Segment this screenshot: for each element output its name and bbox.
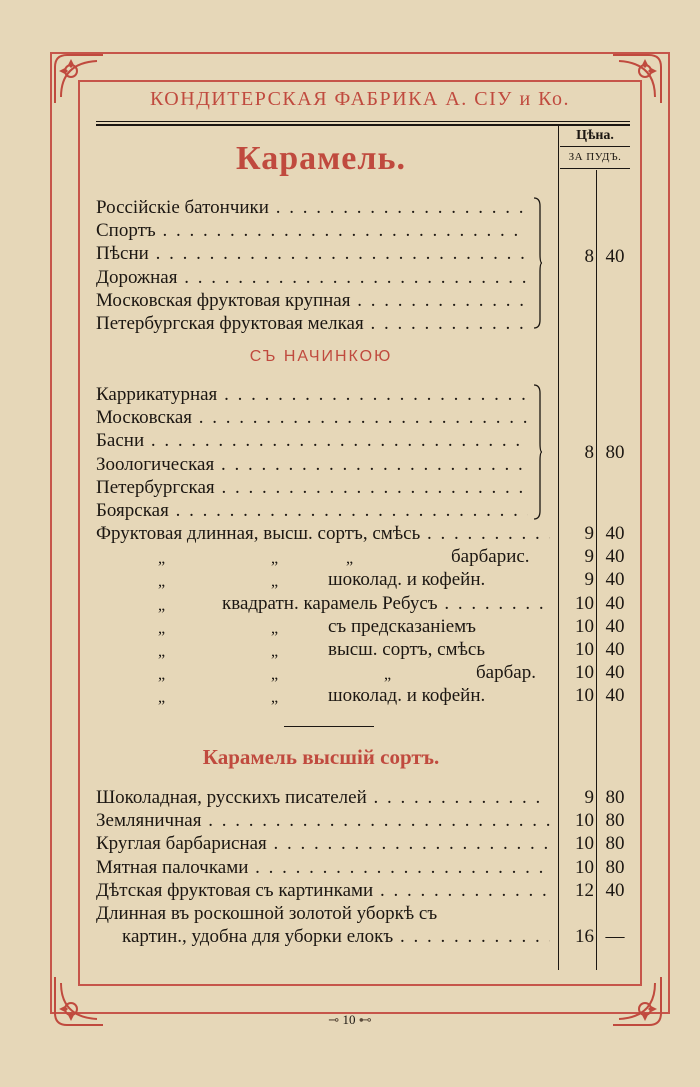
group2-price-rub: 8 [584,442,594,463]
price-kop: 40 [605,685,625,707]
price-head-rule [560,146,630,147]
item-name: Московская . . . [96,406,528,429]
price-rub: 9 [584,787,594,808]
ditto-mark: „ [158,550,166,568]
price-kop: 40 [605,639,625,660]
ditto-mark: „ [158,689,166,707]
item-name: Спортъ . . . [96,219,528,242]
ditto-mark: „ [271,643,279,660]
ditto-mark: „ [158,643,166,660]
item-name: Боярская . . . [96,499,528,522]
price-row [96,499,656,522]
price-row [96,196,656,219]
item-name: картин., удобна для уборки елокъ . . . [122,925,550,948]
price-row [96,312,656,335]
group1-price-kop: 40 [605,246,625,267]
price-row [96,832,656,855]
price-kop: 40 [605,592,625,614]
price-rub: 10 [575,856,594,878]
price-rub: 9 [584,569,594,591]
item-name: Басни . . . [96,429,528,452]
ditto-mark: „ [158,619,166,637]
price-row [96,786,656,809]
price-kop: 40 [605,523,625,544]
price-row [96,615,656,638]
item-name: Дѣтская фруктовая съ картинками . . . [96,879,550,902]
price-row [96,453,656,476]
ditto-mark: „ [384,666,392,684]
price-row [96,522,656,545]
header-rule [96,121,630,122]
ditto-mark: „ [346,550,354,568]
header-rule-thick [96,124,630,126]
price-rub: 10 [575,685,594,707]
price-row [96,219,656,242]
price-rub: 10 [575,662,594,684]
price-row [96,638,656,661]
section-separator [284,726,374,727]
item-name: Длинная въ роскошной золотой уборкѣ съ [96,903,438,924]
price-row [96,406,656,429]
item-name: Московская фруктовая крупная . . . [96,289,528,312]
price-column-header: Цѣна. [576,128,614,143]
item-name: барбар. [476,662,536,684]
price-kop: 80 [605,810,625,832]
item-name: высш. сортъ, смѣсь [328,639,485,660]
item-name: шоколад. и кофейн. [328,685,486,707]
ditto-mark: „ [271,619,279,637]
item-name: квадратн. карамель Ребусъ . . . [222,592,550,615]
unit-column-header: ЗА ПУДЪ. [568,151,622,163]
ditto-mark: „ [271,550,279,568]
price-kop: — [605,926,625,948]
company-header: КОНДИТЕРСКАЯ ФАБРИКА А. СIУ и Ко. [149,88,571,110]
price-row [96,266,656,289]
price-row [96,592,656,615]
ditto-mark: „ [158,666,166,684]
price-kop: 40 [605,662,625,684]
price-rub: 9 [584,523,594,544]
group1-price-rub: 8 [584,246,594,267]
price-row [96,568,656,591]
price-rub: 10 [575,810,594,832]
price-rub: 16 [575,926,594,948]
page-number-text: 10 [342,1012,356,1027]
ditto-mark: „ [271,666,279,684]
price-row [96,684,656,707]
price-row [96,242,656,265]
item-name: Каррикатурная . . . [96,383,528,406]
group2-price-kop: 80 [605,442,625,463]
item-name: Петербургская . . . [96,476,528,499]
item-name: Россiйскiе батончики . . . [96,196,528,219]
ditto-mark: „ [271,689,279,707]
section-title-premium: Карамель высшiй сортъ. [202,745,440,769]
price-rub: 10 [575,639,594,660]
price-kop: 40 [605,569,625,591]
price-rub: 12 [575,879,594,901]
price-rub: 10 [575,615,594,637]
unit-head-rule [560,168,630,169]
price-row [96,809,656,832]
price-row [96,661,656,684]
price-kop: 40 [605,879,625,901]
item-name: шоколад. и кофейн. [328,569,486,591]
price-row [96,879,656,902]
item-name: барбарис. [451,546,530,568]
price-row [96,856,656,879]
price-row [96,925,656,948]
price-row [96,429,656,452]
item-name: Пѣсни . . . [96,242,528,265]
price-row [96,545,656,568]
section-title-caramel: Карамель. [236,140,406,177]
item-name: Фруктовая длинная, высш. сортъ, смѣсь . . . [96,522,550,545]
item-name: Дорожная . . . [96,266,528,289]
price-rub: 9 [584,546,594,568]
subtitle-with-filling: СЪ НАЧИНКОЮ [249,348,393,365]
item-name: Круглая барбарисная . . . [96,832,550,855]
item-name: Мятная палочками . . . [96,856,550,879]
price-row [96,289,656,312]
price-rub: 10 [575,592,594,614]
price-kop: 80 [605,833,625,855]
price-kop: 40 [605,615,625,637]
ditto-mark: „ [271,573,279,591]
item-name: Петербургская фруктовая мелкая . . . [96,312,528,335]
price-row [96,476,656,499]
item-name: Земляничная . . . [96,809,550,832]
price-kop: 80 [605,856,625,878]
price-row [96,902,656,925]
item-name: Зоологическая . . . [96,453,528,476]
page-number: ⊸ 10 ⊷ [328,1012,372,1027]
price-rub: 10 [575,833,594,855]
price-kop: 80 [605,787,625,808]
ditto-mark: „ [158,573,166,591]
price-row [96,383,656,406]
ditto-mark: „ [158,596,166,614]
item-name: съ предсказанiемъ [328,615,477,637]
price-kop: 40 [605,546,625,568]
item-name: Шоколадная, русскихъ писателей . . . [96,786,550,809]
